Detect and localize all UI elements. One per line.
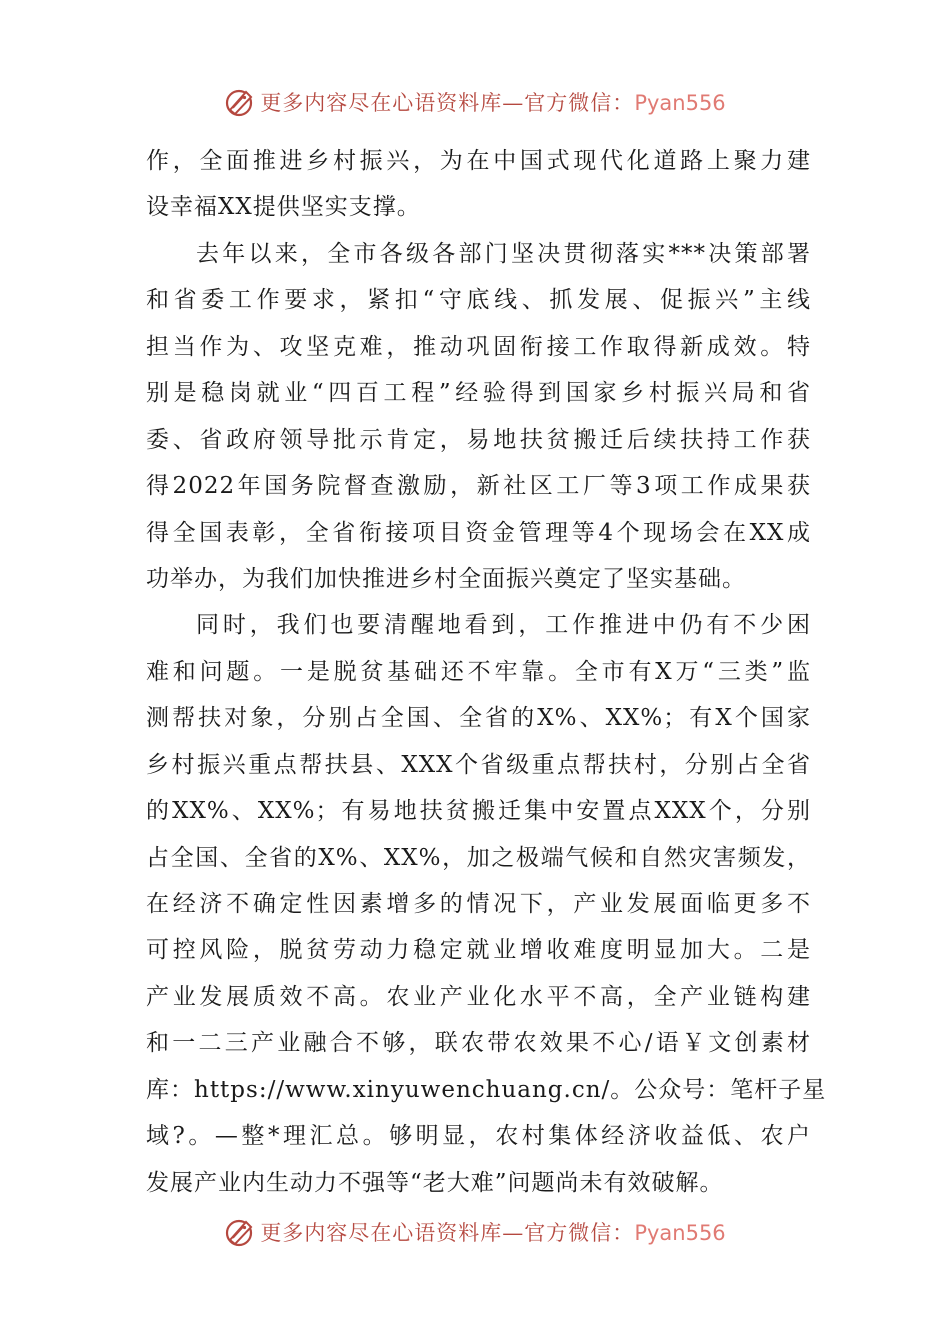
body-line: 设幸福XX提供坚实支撑。: [146, 194, 421, 221]
pen-nib-logo-icon: [224, 86, 256, 118]
body-line: 域?。—整*理汇总。够明显，农村集体经济收益低、农户: [146, 1123, 811, 1150]
body-line: 作，全面推进乡村振兴，为在中国式现代化道路上聚力建: [146, 148, 811, 174]
body-line: 功举办，为我们加快推进乡村全面振兴奠定了坚实基础。: [146, 565, 746, 592]
footer-wechat-id: Pyan556: [634, 1221, 726, 1245]
body-line: 和省委工作要求，紧扣“守底线、抓发展、促振兴”主线: [146, 287, 811, 314]
body-line: 在经济不确定性因素增多的情况下，产业发展面临更多不: [146, 891, 811, 917]
body-line: 测帮扶对象，分别占全国、全省的X%、XX%；有X个国家: [146, 705, 811, 732]
body-line: 占全国、全省的X%、XX%，加之极端气候和自然灾害频发，: [146, 844, 811, 871]
body-line: 可控风险，脱贫劳动力稳定就业增收难度明显加大。二是: [146, 937, 811, 964]
paragraph-start-line: 去年以来，全市各级各部门坚决贯彻落实***决策部署: [196, 240, 811, 267]
body-line: 产业发展质效不高。农业产业化水平不高，全产业链构建: [146, 983, 811, 1010]
header-banner: [0, 82, 950, 122]
footer-banner-text: [260, 1217, 725, 1247]
body-line: 乡村振兴重点帮扶县、XXX个省级重点帮扶村，分别占全省: [146, 751, 811, 778]
footer-banner: [0, 1212, 950, 1252]
body-line: 难和问题。一是脱贫基础还不牢靠。全市有X万“三类”监: [146, 658, 811, 685]
header-banner-label: 更多内容尽在心语资料库—官方微信：: [260, 91, 635, 115]
footer-banner-label: 更多内容尽在心语资料库—官方微信：: [260, 1221, 635, 1245]
paragraph-start-line: 同时，我们也要清醒地看到，工作推进中仍有不少困: [196, 612, 811, 639]
header-wechat-id: Pyan556: [634, 91, 726, 115]
document-body: [146, 138, 827, 1206]
body-line: 别是稳岗就业“四百工程”经验得到国家乡村振兴局和省: [146, 380, 811, 407]
body-line: 得全国表彰，全省衔接项目资金管理等4个现场会在XX成: [146, 519, 811, 546]
body-line: 担当作为、攻坚克难，推动巩固衔接工作取得新成效。特: [146, 333, 811, 360]
pen-nib-logo-icon: [224, 1216, 256, 1248]
header-banner-text: [260, 87, 725, 117]
body-line: 发展产业内生动力不强等“老大难”问题尚未有效破解。: [146, 1169, 724, 1196]
body-line: 和一二三产业融合不够，联农带农效果不心/语￥文创素材: [146, 1030, 811, 1057]
body-line: 委、省政府领导批示肯定，易地扶贫搬迁后续扶持工作获: [146, 426, 811, 453]
body-line: 的XX%、XX%；有易地扶贫搬迁集中安置点XXX个，分别: [146, 798, 811, 825]
body-line: 得2022年国务院督查激励，新社区工厂等3项工作成果获: [146, 473, 811, 500]
body-line: 库：https://www.xinyuwenchuang.cn/。公众号：笔杆子星: [146, 1076, 827, 1103]
